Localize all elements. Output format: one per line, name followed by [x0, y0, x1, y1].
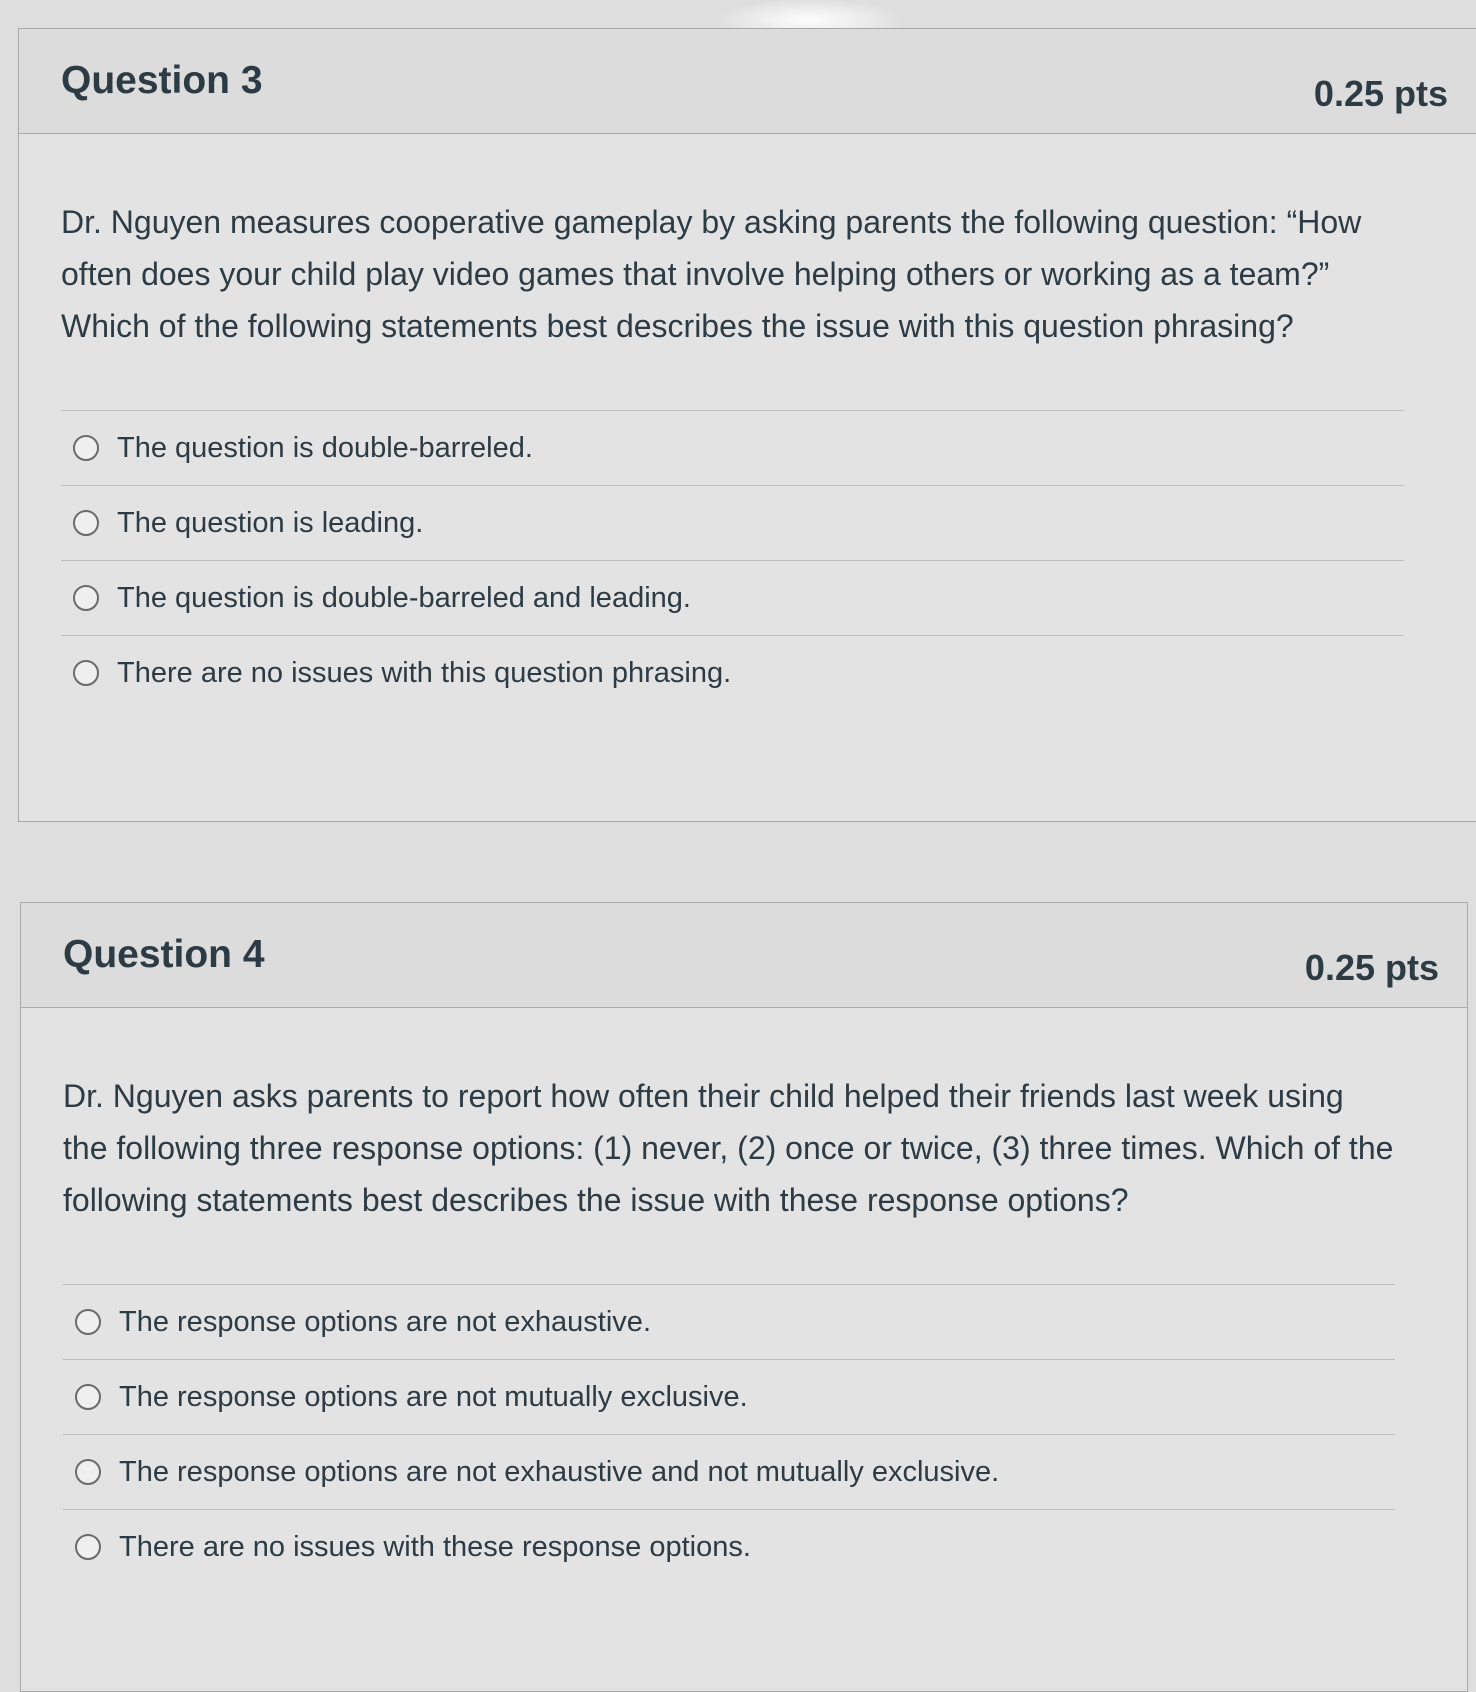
answer-option[interactable]	[61, 561, 1404, 636]
answer-option[interactable]	[63, 1285, 1395, 1360]
answer-option[interactable]	[61, 486, 1404, 561]
answer-label[interactable]: The response options are not exhaustive.	[119, 1305, 651, 1338]
question-body	[21, 1008, 1467, 1584]
answer-option[interactable]	[63, 1435, 1395, 1510]
radio-button[interactable]	[75, 1309, 101, 1335]
radio-button[interactable]	[73, 660, 99, 686]
question-points: 0.25 pts	[1304, 947, 1439, 988]
question-header	[21, 903, 1467, 1008]
question-text: Dr. Nguyen asks parents to report how often their child helped their friends last week using the following three response options: (1) never, (2) once or twice, (3) three times. Which of the following statements best describes the issue with these response options?	[63, 1078, 1394, 1218]
radio-button[interactable]	[73, 585, 99, 611]
answer-option[interactable]	[61, 411, 1404, 486]
answer-option[interactable]	[63, 1510, 1395, 1584]
question-header	[19, 29, 1476, 134]
question-title: Question 4	[63, 933, 265, 976]
radio-button[interactable]	[75, 1534, 101, 1560]
answer-label[interactable]: The question is double-barreled.	[117, 431, 533, 464]
radio-button[interactable]	[73, 510, 99, 536]
answer-list	[63, 1284, 1395, 1584]
radio-button[interactable]	[75, 1384, 101, 1410]
question-title: Question 3	[61, 59, 263, 102]
answer-label[interactable]: The question is double-barreled and leading.	[117, 581, 691, 614]
question-text: Dr. Nguyen measures cooperative gameplay by asking parents the following question: “How often does your child play video games that involve helping others or working as a team?” Which of the following statements best describes the issue with this question phrasing?	[61, 204, 1362, 344]
question-card-3	[18, 28, 1476, 822]
radio-button[interactable]	[73, 435, 99, 461]
answer-label[interactable]: The response options are not mutually exclusive.	[119, 1380, 748, 1413]
answer-label[interactable]: There are no issues with this question phrasing.	[117, 656, 732, 689]
answer-option[interactable]	[61, 636, 1404, 710]
answer-label[interactable]: There are no issues with these response options.	[119, 1530, 751, 1563]
question-body	[19, 134, 1476, 710]
answer-label[interactable]: The response options are not exhaustive and not mutually exclusive.	[119, 1455, 1000, 1488]
radio-button[interactable]	[75, 1459, 101, 1485]
answer-list	[61, 410, 1404, 710]
answer-option[interactable]	[63, 1360, 1395, 1435]
question-points: 0.25 pts	[1313, 73, 1448, 114]
answer-label[interactable]: The question is leading.	[117, 506, 424, 539]
question-card-4	[20, 902, 1468, 1692]
